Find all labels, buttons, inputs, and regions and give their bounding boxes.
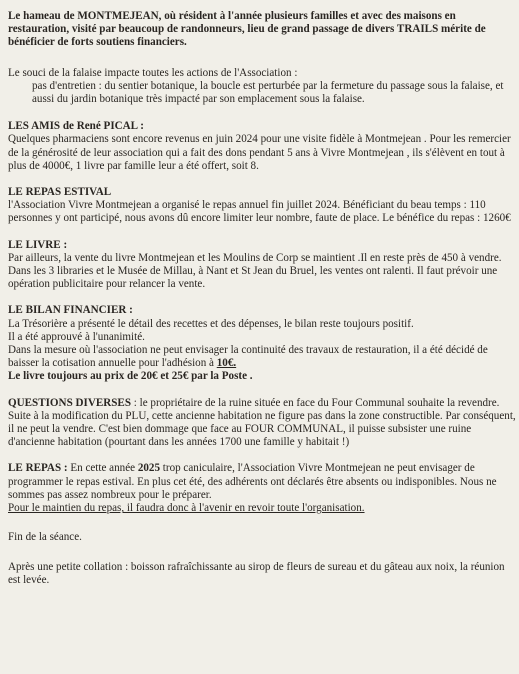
bilan-line-1: La Trésorière a présenté le détail des recettes et des dépenses, le bilan reste toujours positif.: [8, 317, 414, 330]
livre-prix: Le livre toujours au prix de 20€ et 25€ par la Poste .: [8, 370, 253, 383]
repas-text: [8, 462, 517, 502]
repas-estival-text: l'Association Vivre Montmejean a organisé le repas annuel fin juillet 2024. Bénéficiant du beau temps : 110 personnes y ont participé, nous avons dû encore limiter leur nombre, faute de place. Le bénéfice du repas : 1260€: [8, 199, 511, 225]
repas-estival-section: [8, 186, 517, 226]
fin-seance: Fin de la séance.: [8, 531, 82, 544]
bilan-section: [8, 304, 517, 383]
falaise-section: [8, 67, 517, 107]
livre-heading: LE LIVRE :: [8, 238, 68, 251]
livre-section: [8, 239, 517, 292]
falaise-detail: pas d'entretien : du sentier botanique, la boucle est perturbée par la fermeture du passage sous la falaise, et aussi du jardin botanique très impacté par son emplacement sous la falaise.: [32, 79, 504, 106]
intro-paragraph: Le hameau de MONTMEJEAN, où résident à l'année plusieurs familles et avec des maisons en restauration, visité par beaucoup de randonneurs, lieu de grand passage de divers TRAILS mérite de bénéficier de forts soutiens financiers.: [8, 10, 486, 49]
amis-section: [8, 120, 517, 173]
bilan-line-2: Il a été approuvé à l'unanimité.: [8, 330, 145, 343]
repas-underlined: Pour le maintien du repas, il faudra donc à l'avenir en revoir toute l'organisation.: [8, 502, 365, 515]
amis-text: Quelques pharmaciens sont encore revenus en juin 2024 pour une visite fidèle à Montmejean . Pour les remercier de la générosité de leur association qui a fait des dons pendant 5 ans à Vivre Montmejean , ils s'élèvent en tout à plus de 4000€, 1 livre par famille leur a été offert, soit 8.: [8, 133, 511, 172]
bilan-decision: Dans la mesure où l'association ne peut envisager la continuité des travaux de restauration, il a été décidé de baisser la cotisation annuelle pour l'adhésion à: [8, 344, 488, 370]
repas-body-b: trop caniculaire, l'Association Vivre Montmejean ne peut envisager de programmer le repas estival. En plus cet été, des adhérents ont déclarés être absents ou indisponibles. Nous ne sommes pas assez nombreux pour le préparer.: [8, 462, 497, 501]
repas-year: 2025: [137, 462, 161, 475]
cotisation-amount: 10€.: [216, 357, 237, 370]
repas-estival-heading: LE REPAS ESTIVAL: [8, 186, 112, 199]
repas-body-a: En cette année: [67, 462, 138, 475]
questions-section: [8, 397, 517, 450]
questions-text: [8, 397, 517, 450]
bilan-heading: LE BILAN FINANCIER :: [8, 304, 133, 317]
questions-body: : le propriétaire de la ruine située en face du Four Communal souhaite la revendre. Suite à la modification du PLU, cette ancienne habitation ne figure pas dans la zone constructible. Par conséquent, il ne peut la vendre. C'est bien dommage que face au FOUR COMMUNAL, il puisse subsister une ruine d'ancienne habitation (pourtant dans les années 1700 une famille y habitait !): [8, 396, 516, 449]
falaise-lead: Le souci de la falaise impacte toutes les actions de l'Association :: [8, 66, 298, 79]
bilan-line-3: [8, 344, 517, 370]
livre-text: Par ailleurs, la vente du livre Montmejean et les Moulins de Corp se maintient .Il en reste près de 450 à vendre. Dans les 3 libraries et le Musée de Millau, à Nant et St Jean du Bruel, les ventes ont ralenti. Il faut prévoir une opération publicitaire pour relancer la vente.: [8, 251, 502, 291]
questions-heading: QUESTIONS DIVERSES: [8, 396, 132, 409]
collation-text: Après une petite collation : boisson rafraîchissante au sirop de fleurs de sureau et du gâteau aux noix, la réunion est levée.: [8, 560, 505, 586]
amis-heading: LES AMIS de René PICAL :: [8, 120, 144, 133]
repas-heading: LE REPAS :: [8, 462, 68, 475]
repas-section: [8, 462, 517, 515]
